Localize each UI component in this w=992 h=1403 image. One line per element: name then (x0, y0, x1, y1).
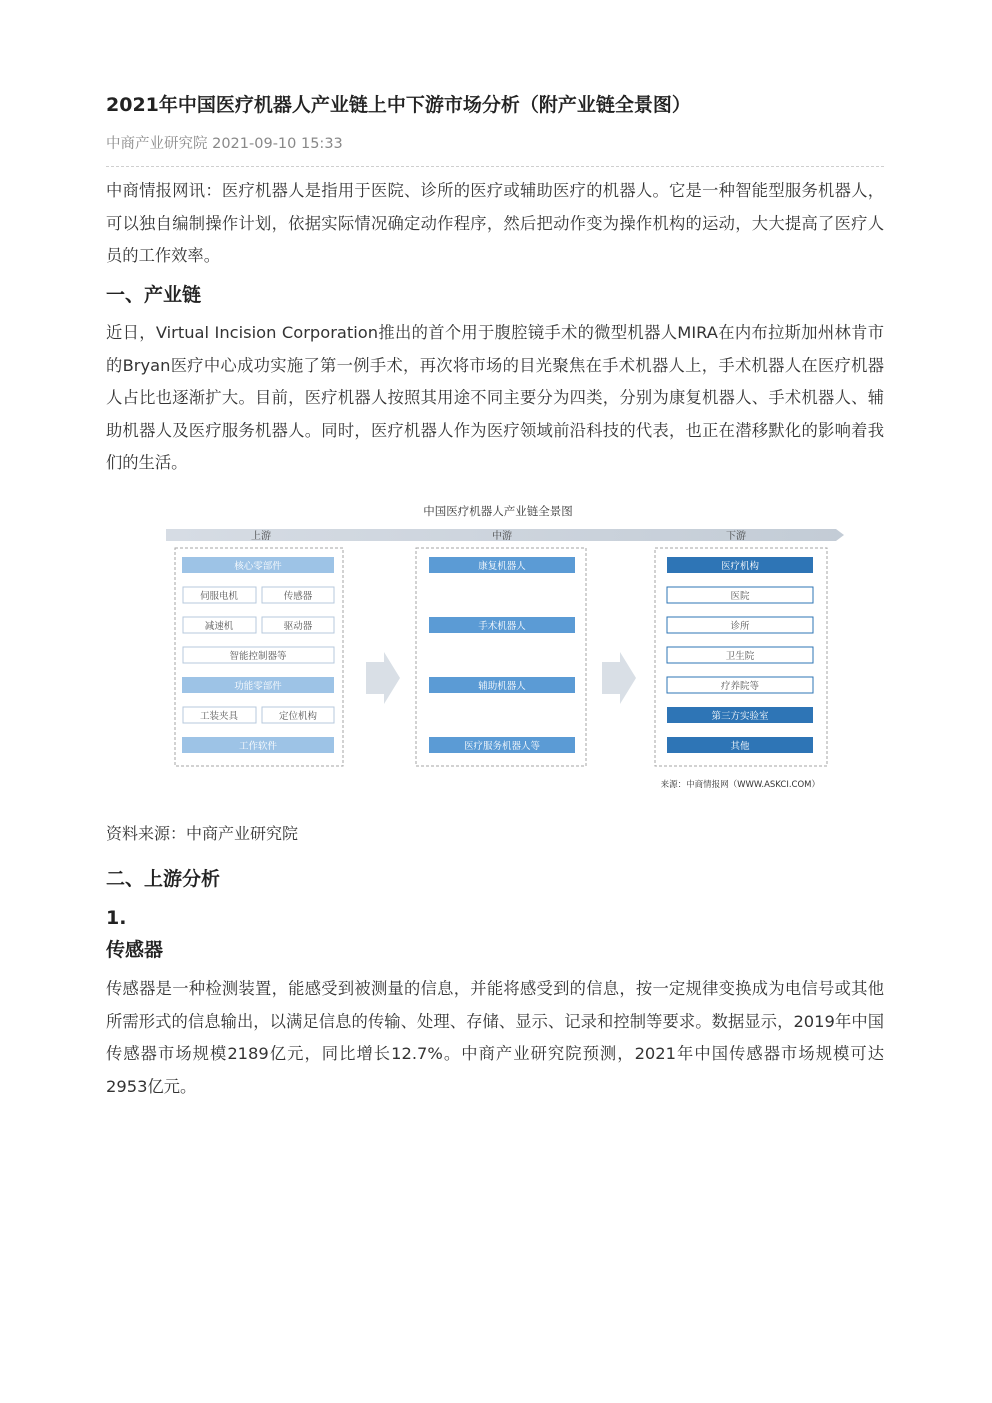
stage-midstream: 中游 (492, 531, 512, 542)
midstream-frame (416, 548, 586, 766)
mid-item-assist-label: 辅助机器人 (478, 681, 526, 692)
upstream-item-fixture-label: 工装夹具 (199, 711, 239, 722)
stage-upstream: 上游 (251, 531, 271, 542)
subsection-number: 1. (106, 907, 127, 929)
divider (106, 166, 884, 167)
stage-downstream: 下游 (726, 531, 746, 542)
mid-item-surgical-label: 手术机器人 (478, 621, 526, 632)
flow-arrow-1 (366, 652, 400, 704)
upstream-item-controller-label: 智能控制器等 (229, 651, 287, 662)
down-item-sanatorium-label: 疗养院等 (720, 681, 760, 692)
sensor-paragraph: 传感器是一种检测装置，能感受到被测量的信息，并能将感受到的信息，按一定规律变换成为电信号或其他所需形式的信息输出，以满足信息的传输、处理、存储、显示、记录和控制等要求。数据显示，2019年中国传感器市场规模2189亿元，同比增长12.7%。中商产业研究院预测，2021年中国传感器市场规模可达2953亿元。 (106, 979, 884, 1096)
industry-chain-diagram-svg (146, 498, 848, 796)
upstream-group-core-label: 核心零部件 (234, 561, 282, 572)
down-item-health-center-label: 卫生院 (725, 651, 755, 662)
upstream-item-driver-label: 驱动器 (283, 621, 313, 632)
down-group-institutions-label: 医疗机构 (720, 561, 760, 572)
down-item-third-party-lab-label: 第三方实验室 (711, 711, 769, 722)
subsection-heading-sensor: 传感器 (106, 939, 164, 961)
upstream-item-positioner-label: 定位机构 (278, 711, 318, 722)
article-meta: 中商产业研究院 2021-09-10 15:33 (106, 136, 343, 152)
upstream-item-sensor-label: 传感器 (283, 591, 313, 602)
upstream-item-software-label: 工作软件 (238, 741, 278, 752)
section-heading-upstream: 二、上游分析 (106, 868, 221, 890)
mid-item-rehab-label: 康复机器人 (478, 561, 526, 572)
down-item-hospital-label: 医院 (730, 591, 750, 602)
diagram-title: 中国医疗机器人产业链全景图 (423, 504, 573, 518)
industry-chain-diagram (146, 498, 848, 796)
industry-chain-paragraph: 近日，Virtual Incision Corporation推出的首个用于腹腔镜手术的微型机器人MIRA在内布拉斯加州林肯市的Bryan医疗中心成功实施了第一例手术，再次将市场的目光聚焦在手术机器人上，手术机器人在医疗机器人占比也逐渐扩大。目前，医疗机器人按照其用途不同主要分为四类，分别为康复机器人、手术机器人、辅助机器人及医疗服务机器人。同时，医疗机器人作为医疗领域前沿科技的代表，也正在潜移默化的影响着我们的生活。 (106, 323, 884, 473)
mid-item-service-label: 医疗服务机器人等 (463, 741, 541, 752)
flow-arrow-2 (602, 652, 636, 704)
down-item-clinic-label: 诊所 (730, 621, 750, 632)
figure-caption: 资料来源：中商产业研究院 (106, 824, 299, 843)
section-heading-industry-chain: 一、产业链 (106, 284, 202, 306)
upstream-group-functional-label: 功能零部件 (234, 681, 282, 692)
upstream-item-reducer-label: 减速机 (204, 621, 234, 632)
upstream-item-servo-label: 伺服电机 (199, 591, 239, 602)
article-title: 2021年中国医疗机器人产业链上中下游市场分析（附产业链全景图） (106, 94, 691, 116)
down-item-other-label: 其他 (730, 741, 750, 752)
diagram-source: 来源：中商情报网（WWW.ASKCI.COM） (660, 780, 820, 790)
intro-paragraph: 中商情报网讯：医疗机器人是指用于医院、诊所的医疗或辅助医疗的机器人。它是一种智能型服务机器人，可以独自编制操作计划，依据实际情况确定动作程序，然后把动作变为操作机构的运动，大大提高了医疗人员的工作效率。 (106, 181, 884, 266)
